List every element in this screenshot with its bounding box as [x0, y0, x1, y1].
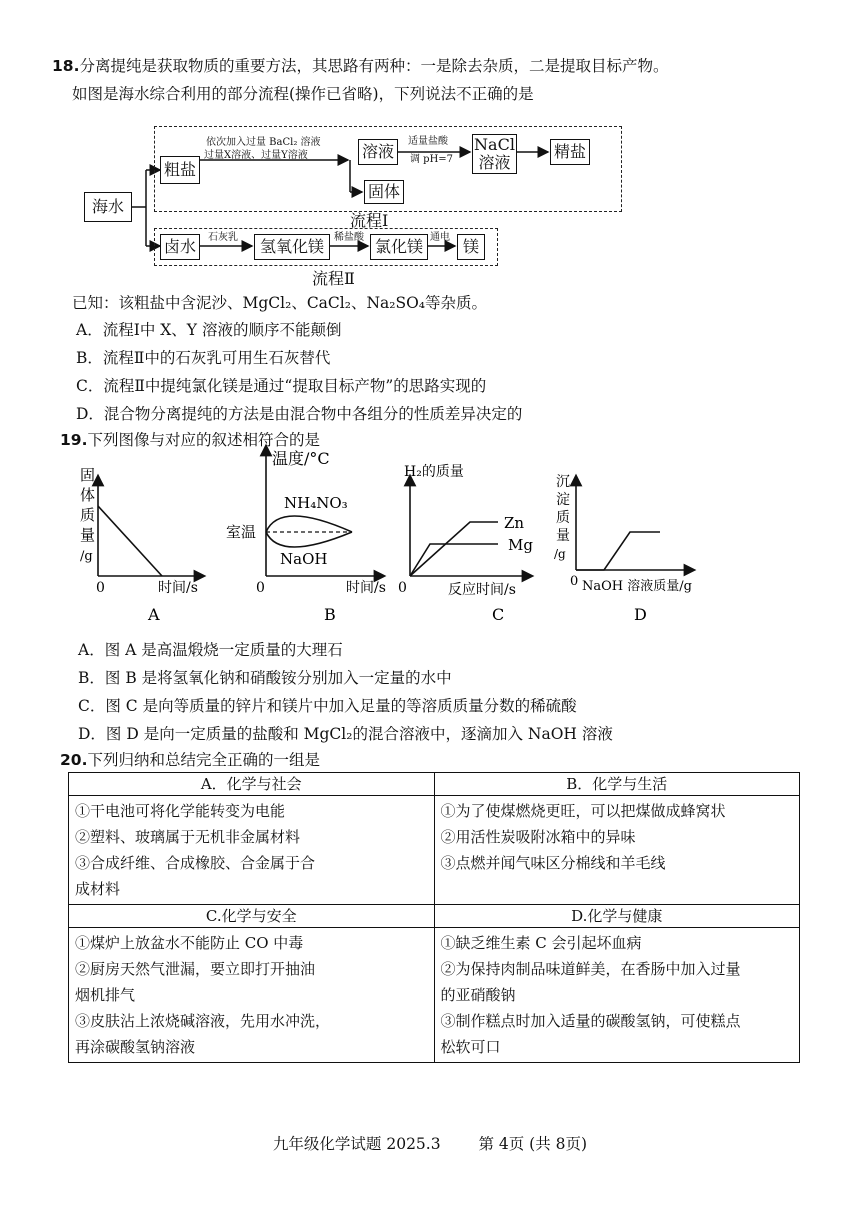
cell-d-line4: ③制作糕点时加入适量的碳酸氢钠，可使糕点 — [440, 1012, 741, 1030]
cell-a-line3: ③合成纤维、合成橡胶、合金属于合 — [75, 854, 316, 872]
crude-salt-box: 粗盐 — [160, 156, 200, 184]
graph-a-ylabel-2: 体 — [80, 486, 96, 504]
cell-b-body — [434, 796, 800, 905]
q18-number: 18. — [52, 57, 80, 75]
q19-option-a[interactable]: A．图 A 是高温煅烧一定质量的大理石 — [78, 641, 343, 659]
cell-b-line2: ②用活性炭吸附冰箱中的异味 — [440, 828, 636, 846]
nacl-solution-box — [472, 134, 517, 174]
cell-c-line4: ③皮肤沾上浓烧碱溶液，先用水冲洗， — [75, 1012, 331, 1030]
graph-a-ylabel-4: 量 — [80, 526, 96, 544]
q19-graphs — [0, 440, 860, 630]
q19-option-c[interactable]: C．图 C 是向等质量的锌片和镁片中加入足量的等溶质质量分数的稀硫酸 — [78, 697, 577, 715]
footer-exam-title: 九年级化学试题 2025.3 — [272, 1135, 441, 1153]
graph-a — [80, 466, 200, 624]
nacl-line2: 溶液 — [478, 153, 511, 172]
graph-d-origin: 0 — [570, 574, 579, 589]
cell-b-title[interactable]: B．化学与生活 — [434, 773, 800, 796]
graph-c-xlabel: 反应时间/s — [448, 582, 516, 598]
cell-a-body — [69, 796, 435, 905]
cell-d-line2: ②为保持肉制品味道鲜美，在香肠中加入过量 — [440, 960, 741, 978]
cell-c-title[interactable]: C.化学与安全 — [69, 905, 435, 928]
graph-b-upper-curve — [266, 516, 352, 532]
q20-stem-line — [60, 750, 320, 770]
cell-c-line5: 再涂碳酸氢钠溶液 — [75, 1038, 196, 1056]
q19-option-d[interactable]: D．图 D 是向一定质量的盐酸和 MgCl₂的混合溶液中，逐滴加入 NaOH 溶液 — [78, 725, 613, 743]
cell-a-line1: ①干电池可将化学能转变为电能 — [75, 802, 286, 820]
graph-a-caption: A — [148, 605, 160, 624]
graph-b-caption: B — [324, 605, 336, 624]
cell-b-line3: ③点燃并闻气味区分棉线和羊毛线 — [440, 854, 666, 872]
graph-b-room-temp: 室温 — [226, 523, 257, 541]
cell-d-line3: 的亚硝酸钠 — [440, 986, 516, 1004]
graph-d-ylabel-2: 淀 — [556, 492, 570, 508]
q18-option-a[interactable]: A．流程Ⅰ中 X、Y 溶液的顺序不能颠倒 — [76, 321, 342, 339]
footer-page-number: 第 4页 (共 8页) — [478, 1135, 588, 1153]
graph-d-xlabel: NaOH 溶液质量/g — [582, 579, 692, 594]
cell-d-body — [434, 928, 800, 1063]
graph-c — [398, 464, 533, 624]
graph-a-origin: 0 — [96, 580, 105, 596]
graph-d-ylabel-1: 沉 — [556, 474, 570, 490]
graph-d-ylabel-3: 质 — [556, 510, 570, 526]
q20-stem-text: 下列归纳和总结完全正确的一组是 — [87, 751, 320, 769]
graph-c-caption: C — [492, 605, 505, 624]
limewater-label: 石灰乳 — [208, 232, 238, 243]
nacl-line1: NaCl — [474, 134, 515, 154]
graph-c-mg-label: Mg — [508, 536, 533, 554]
mg-chloride-box: 氯化镁 — [370, 234, 428, 260]
cell-b-line1: ①为了使煤燃烧更旺，可以把煤做成蜂窝状 — [440, 802, 726, 820]
solid-box: 固体 — [364, 180, 404, 204]
q18-intro1-text: 分离提纯是获取物质的重要方法，其思路有两种：一是除去杂质，二是提取目标产物。 — [79, 57, 669, 75]
graph-d-ylabel-4: 量 — [556, 528, 570, 544]
hcl-label-2: 调 pH=7 — [410, 154, 454, 165]
graph-d-caption: D — [634, 605, 647, 624]
graph-d-ylabel-5: /g — [554, 547, 566, 561]
graph-a-curve — [98, 506, 162, 576]
q19-option-b[interactable]: B．图 B 是将氢氧化钠和硝酸铵分别加入一定量的水中 — [78, 669, 452, 687]
graph-a-xlabel: 时间/s — [158, 580, 198, 596]
cell-d-title[interactable]: D.化学与健康 — [434, 905, 800, 928]
brine-box: 卤水 — [160, 234, 200, 260]
cell-d-line1: ①缺乏维生素 C 会引起坏血病 — [440, 934, 642, 952]
graph-b-origin: 0 — [256, 580, 265, 596]
q19-stem-text: 下列图像与对应的叙述相符合的是 — [87, 431, 320, 449]
cell-c-line1: ①煤炉上放盆水不能防止 CO 中毒 — [75, 934, 304, 952]
graph-c-mg-line — [410, 544, 498, 576]
magnesium-box: 镁 — [457, 234, 485, 260]
cell-a-line2: ②塑料、玻璃属于无机非金属材料 — [75, 828, 301, 846]
process2-label: 流程Ⅱ — [312, 269, 355, 288]
refined-salt-box: 精盐 — [550, 139, 590, 165]
cell-c-body — [69, 928, 435, 1063]
graph-c-origin: 0 — [398, 580, 407, 596]
graph-d-curve — [576, 532, 660, 570]
graph-d — [554, 474, 692, 624]
graph-a-ylabel-1: 固 — [80, 466, 96, 484]
q18-option-d[interactable]: D．混合物分离提纯的方法是由混合物中各组分的性质差异决定的 — [76, 405, 523, 423]
mg-hydroxide-box: 氢氧化镁 — [254, 234, 330, 260]
graph-b-xlabel: 时间/s — [346, 580, 386, 596]
graph-b-lower-label: NaOH — [280, 550, 328, 568]
process1-label: 流程Ⅰ — [350, 211, 389, 230]
reagents-label-2: 过量X溶液、过量Y溶液 — [204, 150, 308, 161]
cell-c-line2: ②厨房天然气泄漏，要立即打开抽油 — [75, 960, 316, 978]
q18-intro-line2: 如图是海水综合利用的部分流程(操作已省略)，下列说法不正确的是 — [72, 85, 534, 103]
reagents-label-1: 依次加入过量 BaCl₂ 溶液 — [206, 137, 321, 148]
graph-a-ylabel-5: /g — [80, 549, 93, 564]
page-footer — [0, 1132, 860, 1154]
graph-b-upper-label: NH₄NO₃ — [284, 494, 348, 512]
cell-d-line5: 松软可口 — [440, 1038, 501, 1056]
cell-a-line4: 成材料 — [75, 880, 121, 898]
graph-c-zn-label: Zn — [504, 514, 525, 532]
q18-known: 已知：该粗盐中含泥沙、MgCl₂、CaCl₂、Na₂SO₄等杂质。 — [72, 294, 488, 312]
graph-c-ylabel: H₂的质量 — [404, 464, 464, 480]
dilute-hcl-label: 稀盐酸 — [334, 232, 364, 243]
hcl-label-1: 适量盐酸 — [408, 136, 448, 147]
cell-c-line3: 烟机排气 — [75, 986, 136, 1004]
graph-b-lower-curve — [266, 532, 352, 547]
cell-a-title[interactable]: A．化学与社会 — [69, 773, 435, 796]
q20-number: 20. — [60, 751, 88, 769]
q20-table — [68, 772, 800, 1063]
graph-a-ylabel-3: 质 — [80, 506, 96, 524]
graph-b — [226, 449, 386, 624]
q18-option-c[interactable]: C．流程Ⅱ中提纯氯化镁是通过“提取目标产物”的思路实现的 — [76, 377, 487, 395]
q18-option-b[interactable]: B．流程Ⅱ中的石灰乳可用生石灰替代 — [76, 349, 331, 367]
seawater-box: 海水 — [84, 192, 132, 222]
electrify-label: 通电 — [430, 232, 450, 243]
graph-b-ylabel: 温度/°C — [272, 449, 330, 468]
solution-box: 溶液 — [358, 139, 398, 165]
q19-number: 19. — [60, 431, 88, 449]
graph-c-zn-line — [410, 522, 498, 576]
